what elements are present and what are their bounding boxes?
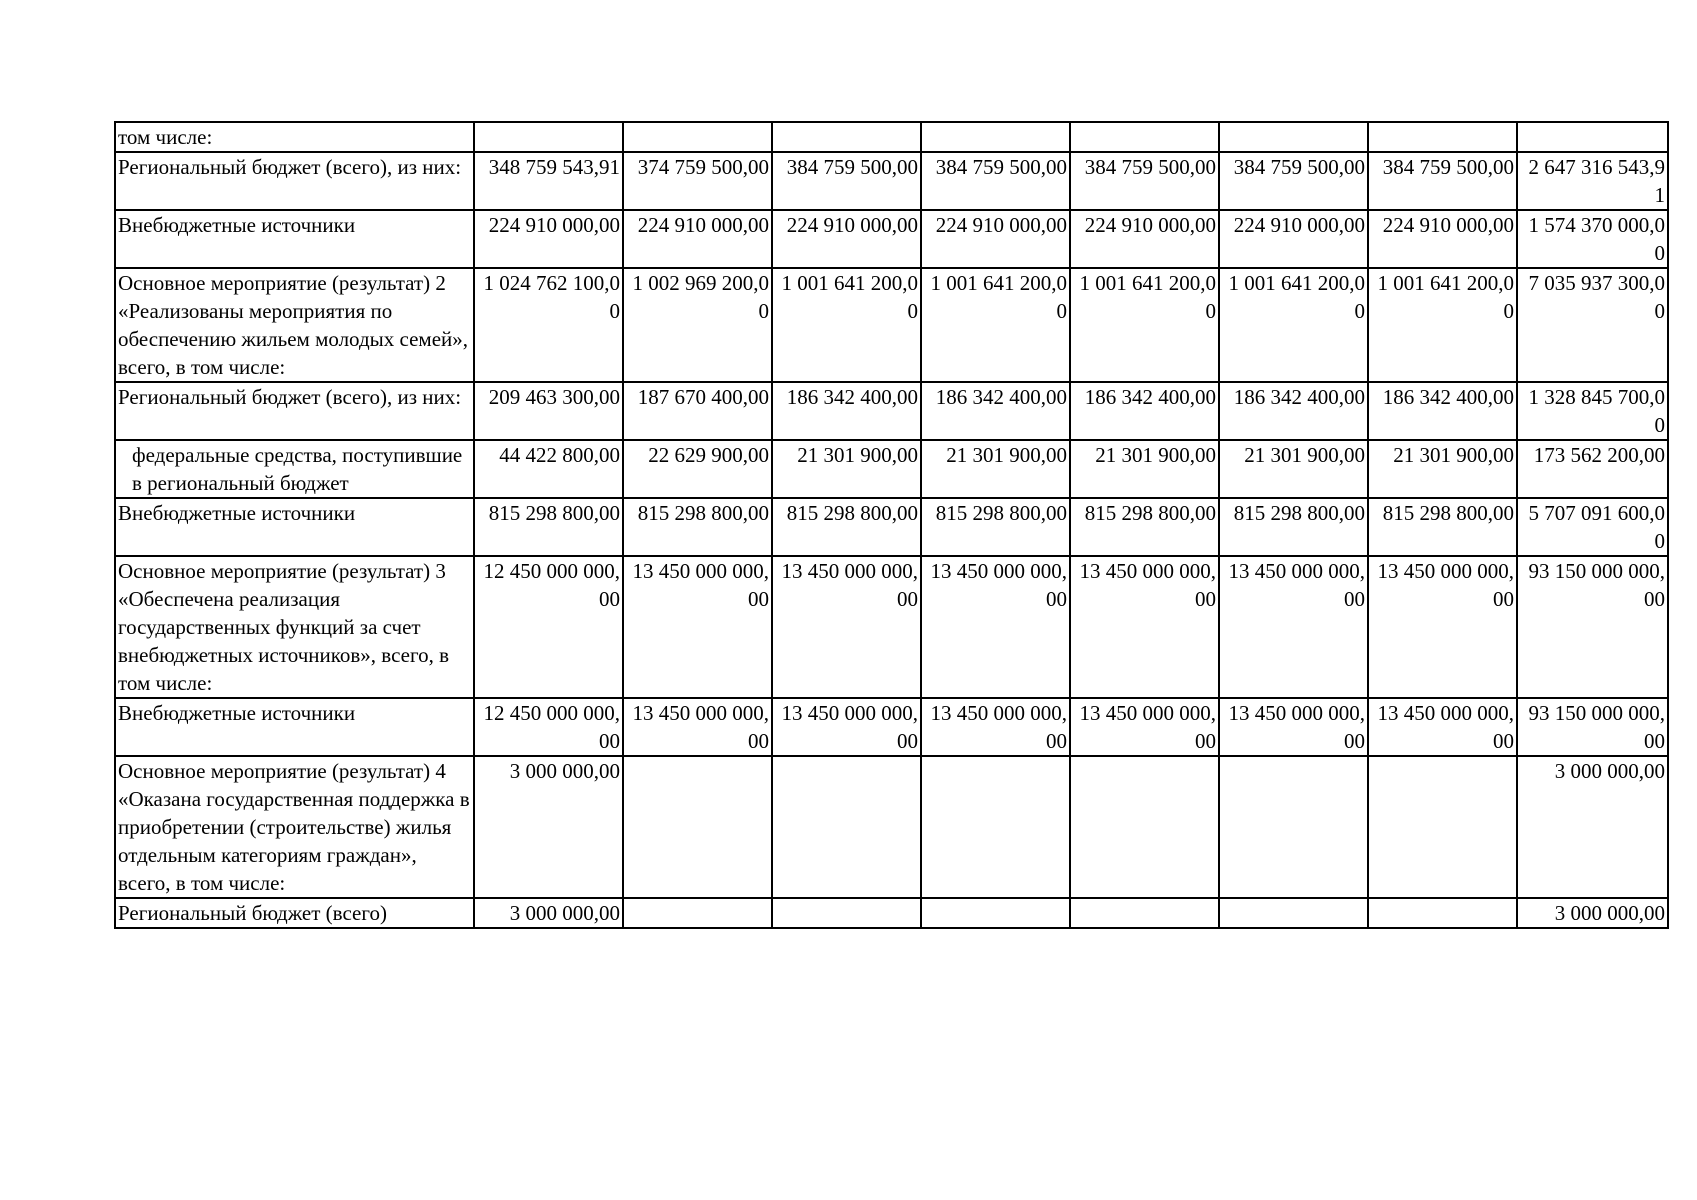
year-value-cell: 21 301 900,00	[1070, 440, 1219, 498]
year-value-cell	[1070, 122, 1219, 152]
total-cell	[1517, 122, 1668, 152]
year-value-cell: 815 298 800,00	[1368, 498, 1517, 556]
year-value-cell: 815 298 800,00	[623, 498, 772, 556]
table-row	[115, 152, 1668, 210]
year-value-cell: 224 910 000,00	[1070, 210, 1219, 268]
year-value-cell	[623, 122, 772, 152]
budget-table	[114, 121, 1669, 929]
year-value-cell	[1219, 122, 1368, 152]
table-row	[115, 498, 1668, 556]
year-value-cell: 187 670 400,00	[623, 382, 772, 440]
year-value-cell: 1 001 641 200,00	[1070, 268, 1219, 382]
total-cell: 2 647 316 543,91	[1517, 152, 1668, 210]
year-value-cell: 13 450 000 000,00	[1070, 698, 1219, 756]
total-cell: 93 150 000 000,00	[1517, 698, 1668, 756]
year-value-cell: 1 001 641 200,00	[772, 268, 921, 382]
year-value-cell: 13 450 000 000,00	[1368, 556, 1517, 698]
row-label: Внебюджетные источники	[115, 698, 474, 756]
year-value-cell: 815 298 800,00	[772, 498, 921, 556]
year-value-cell	[921, 122, 1070, 152]
year-value-cell: 13 450 000 000,00	[921, 556, 1070, 698]
budget-table-body	[115, 122, 1668, 928]
year-value-cell: 13 450 000 000,00	[1219, 698, 1368, 756]
total-cell: 7 035 937 300,00	[1517, 268, 1668, 382]
year-value-cell: 21 301 900,00	[921, 440, 1070, 498]
year-value-cell: 186 342 400,00	[1368, 382, 1517, 440]
year-value-cell: 13 450 000 000,00	[1219, 556, 1368, 698]
year-value-cell: 224 910 000,00	[1368, 210, 1517, 268]
row-label: Основное мероприятие (результат) 3 «Обеспечена реализация государственных функций за счет внебюджетных источников», всего, в том числе:	[115, 556, 474, 698]
table-row	[115, 756, 1668, 898]
table-row	[115, 210, 1668, 268]
year-value-cell: 21 301 900,00	[1368, 440, 1517, 498]
year-value-cell: 13 450 000 000,00	[623, 698, 772, 756]
table-row	[115, 382, 1668, 440]
year-value-cell: 13 450 000 000,00	[921, 698, 1070, 756]
year-value-cell: 13 450 000 000,00	[623, 556, 772, 698]
year-value-cell: 21 301 900,00	[1219, 440, 1368, 498]
year-value-cell	[772, 898, 921, 928]
year-value-cell	[1368, 756, 1517, 898]
year-value-cell: 384 759 500,00	[1368, 152, 1517, 210]
row-label: Региональный бюджет (всего)	[115, 898, 474, 928]
total-cell: 1 328 845 700,00	[1517, 382, 1668, 440]
year-value-cell	[1070, 898, 1219, 928]
year-value-cell: 384 759 500,00	[921, 152, 1070, 210]
total-cell: 173 562 200,00	[1517, 440, 1668, 498]
row-label: федеральные средства, поступившие в региональный бюджет	[115, 440, 474, 498]
year-value-cell: 1 002 969 200,00	[623, 268, 772, 382]
row-label: Региональный бюджет (всего), из них:	[115, 382, 474, 440]
year-value-cell: 21 301 900,00	[772, 440, 921, 498]
year-value-cell: 815 298 800,00	[921, 498, 1070, 556]
year-value-cell: 1 001 641 200,00	[921, 268, 1070, 382]
year-value-cell	[623, 756, 772, 898]
year-value-cell: 12 450 000 000,00	[474, 698, 623, 756]
year-value-cell	[623, 898, 772, 928]
year-value-cell	[921, 756, 1070, 898]
year-value-cell: 186 342 400,00	[921, 382, 1070, 440]
total-cell: 5 707 091 600,00	[1517, 498, 1668, 556]
year-value-cell: 224 910 000,00	[772, 210, 921, 268]
row-label: Региональный бюджет (всего), из них:	[115, 152, 474, 210]
year-value-cell	[1368, 122, 1517, 152]
year-value-cell	[1070, 756, 1219, 898]
year-value-cell: 374 759 500,00	[623, 152, 772, 210]
table-row	[115, 268, 1668, 382]
table-row	[115, 898, 1668, 928]
year-value-cell: 224 910 000,00	[623, 210, 772, 268]
year-value-cell: 1 001 641 200,00	[1368, 268, 1517, 382]
year-value-cell: 13 450 000 000,00	[1368, 698, 1517, 756]
row-label: Основное мероприятие (результат) 2 «Реализованы мероприятия по обеспечению жильем молодых семей», всего, в том числе:	[115, 268, 474, 382]
total-cell: 1 574 370 000,00	[1517, 210, 1668, 268]
year-value-cell: 13 450 000 000,00	[772, 556, 921, 698]
year-value-cell	[1219, 898, 1368, 928]
table-row	[115, 698, 1668, 756]
year-value-cell: 209 463 300,00	[474, 382, 623, 440]
total-cell: 3 000 000,00	[1517, 756, 1668, 898]
row-label: Внебюджетные источники	[115, 498, 474, 556]
total-cell: 93 150 000 000,00	[1517, 556, 1668, 698]
year-value-cell	[772, 756, 921, 898]
table-row	[115, 556, 1668, 698]
table-row	[115, 122, 1668, 152]
year-value-cell: 186 342 400,00	[1219, 382, 1368, 440]
year-value-cell: 348 759 543,91	[474, 152, 623, 210]
year-value-cell: 224 910 000,00	[1219, 210, 1368, 268]
year-value-cell	[921, 898, 1070, 928]
row-label: том числе:	[115, 122, 474, 152]
year-value-cell: 186 342 400,00	[1070, 382, 1219, 440]
year-value-cell: 186 342 400,00	[772, 382, 921, 440]
year-value-cell: 224 910 000,00	[921, 210, 1070, 268]
year-value-cell: 815 298 800,00	[1219, 498, 1368, 556]
year-value-cell: 22 629 900,00	[623, 440, 772, 498]
table-row	[115, 440, 1668, 498]
year-value-cell: 3 000 000,00	[474, 898, 623, 928]
year-value-cell: 13 450 000 000,00	[772, 698, 921, 756]
year-value-cell: 1 001 641 200,00	[1219, 268, 1368, 382]
year-value-cell: 815 298 800,00	[474, 498, 623, 556]
year-value-cell	[1368, 898, 1517, 928]
year-value-cell: 384 759 500,00	[1070, 152, 1219, 210]
year-value-cell: 224 910 000,00	[474, 210, 623, 268]
year-value-cell: 3 000 000,00	[474, 756, 623, 898]
year-value-cell: 44 422 800,00	[474, 440, 623, 498]
year-value-cell: 815 298 800,00	[1070, 498, 1219, 556]
year-value-cell: 384 759 500,00	[1219, 152, 1368, 210]
year-value-cell	[474, 122, 623, 152]
year-value-cell: 384 759 500,00	[772, 152, 921, 210]
year-value-cell	[1219, 756, 1368, 898]
year-value-cell	[772, 122, 921, 152]
total-cell: 3 000 000,00	[1517, 898, 1668, 928]
row-label: Внебюджетные источники	[115, 210, 474, 268]
year-value-cell: 12 450 000 000,00	[474, 556, 623, 698]
row-label: Основное мероприятие (результат) 4 «Оказана государственная поддержка в приобретении (строительстве) жилья отдельным категориям граждан», всего, в том числе:	[115, 756, 474, 898]
year-value-cell: 13 450 000 000,00	[1070, 556, 1219, 698]
year-value-cell: 1 024 762 100,00	[474, 268, 623, 382]
